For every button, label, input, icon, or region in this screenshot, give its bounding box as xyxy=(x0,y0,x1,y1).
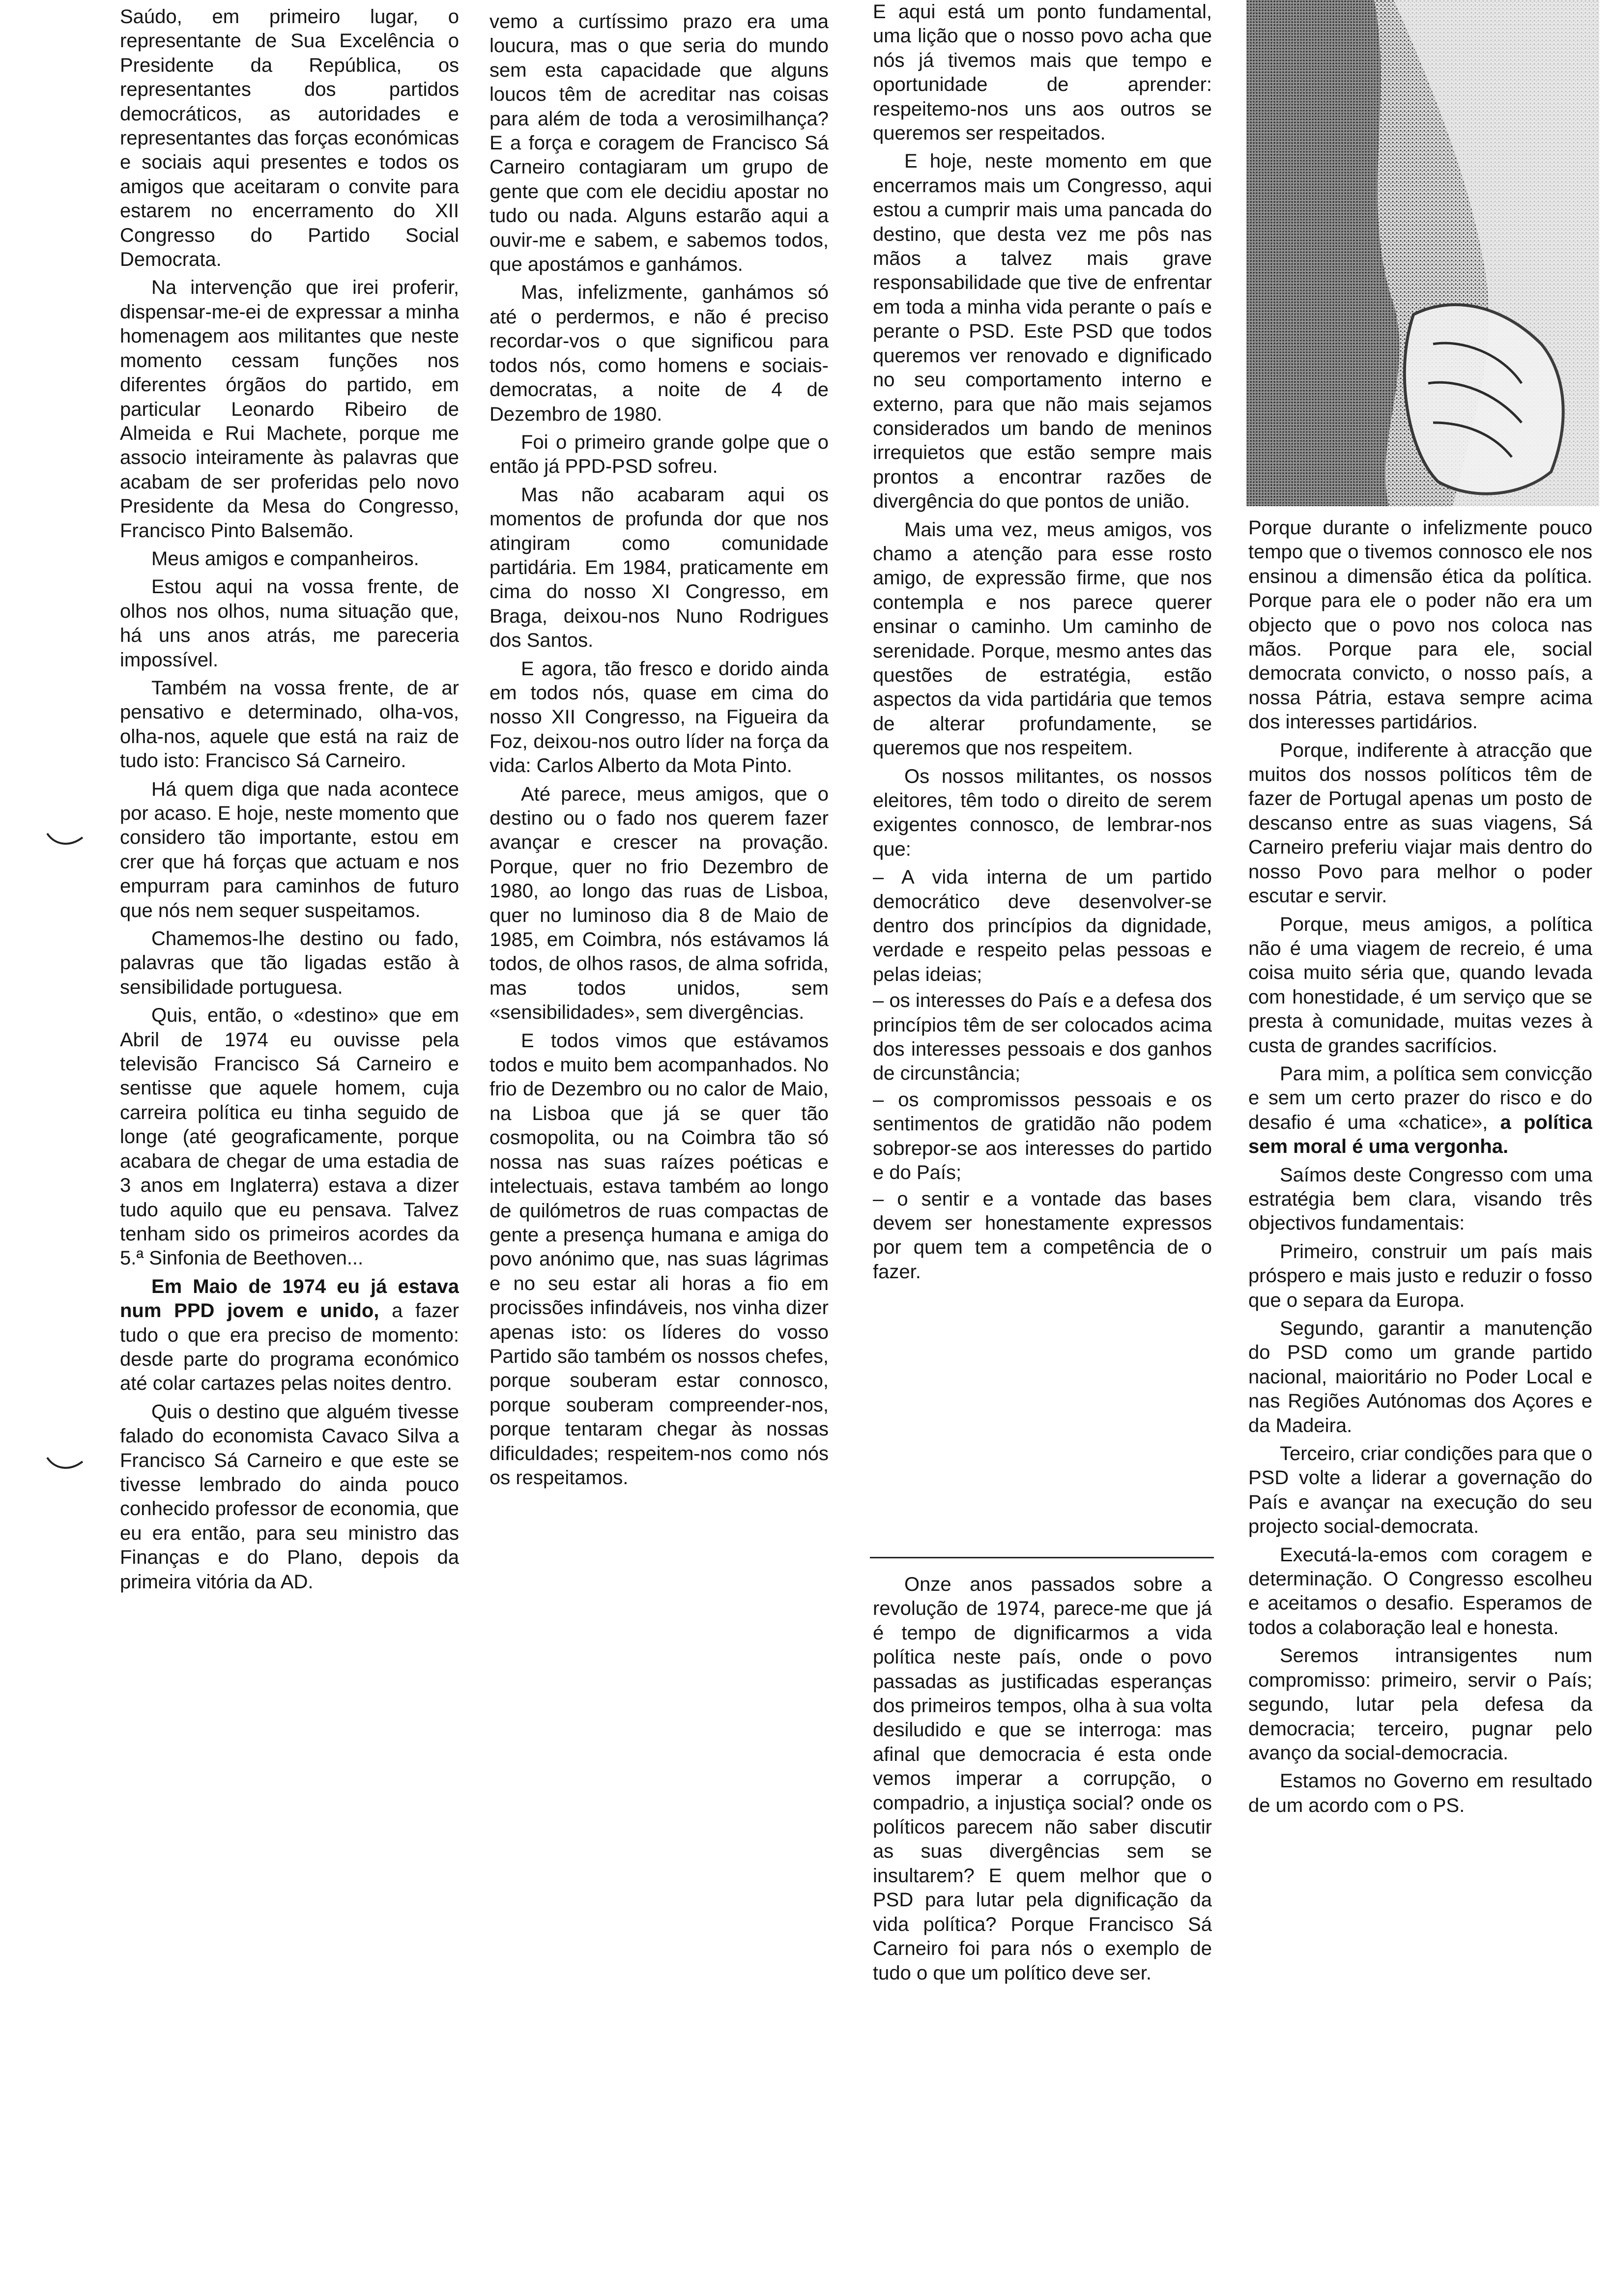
paragraph: Porque, indiferente à atracção que muitos dos nossos políticos têm de fazer de Portugal apenas um posto de descanso entre as suas viagens, Sá Carneiro preferiu viajar mais dentro do nosso Povo para melhor o poder escutar e servir. xyxy=(1248,739,1592,907)
paragraph: E agora, tão fresco e dorido ainda em todos nós, quase em cima do nosso XII Congresso, na Figueira da Foz, deixou-nos outro líder na força da vida: Carlos Alberto da Mota Pinto. xyxy=(489,658,829,777)
paragraph: Também na vossa frente, de ar pensativo e determinado, olha-vos, olha-nos, aquele que está na raiz de tudo isto: Francisco Sá Carneiro. xyxy=(120,677,459,772)
portrait-photo xyxy=(1246,0,1599,506)
list-item: – o sentir e a vontade das bases devem ser honestamente expressos por quem tem a competência de o fazer. xyxy=(873,1188,1212,1283)
paragraph: vemo a curtíssimo prazo era uma loucura, mas o que seria do mundo sem esta capacidade que alguns loucos têm de acreditar nas coisas para além de toda a verosimilhança? E a força e coragem de Francisco Sá Carneiro contagiaram um grupo de gente que com ele decidiu apostar no tudo ou nada. Alguns estarão aqui a ouvir-me e sabem, e sabemos todos, que apostámos e ganhámos. xyxy=(489,11,829,276)
paragraph: Os nossos militantes, os nossos eleitores, têm todo o direito de serem exigentes connosco, de lembrar-nos que: xyxy=(873,765,1212,860)
scan-mark xyxy=(45,831,85,850)
bold-lead: Em Maio de 1974 eu já estava num PPD jovem e unido, xyxy=(120,1275,459,1322)
paragraph: Mas não acabaram aqui os momentos de profunda dor que nos atingiram como comunidade partidária. Em 1984, praticamente em cima do nosso XI Congresso, em Braga, deixou-nos Nuno Rodrigues dos Santos. xyxy=(489,484,829,652)
paragraph: Executá-la-emos com coragem e determinação. O Congresso escolheu e aceitamos o desafio. Esperamos de todos a colaboração leal e honesta. xyxy=(1248,1544,1592,1638)
paragraph: Até parece, meus amigos, que o destino ou o fado nos querem fazer avançar e crescer na provação. Porque, quer no frio Dezembro de 1980, ao longo das ruas de Lisboa, quer no luminoso dia 8 de Maio de 1985, em Coimbra, nós estávamos lá todos, de olhos rasos, de alma sofrida, mas todos unidos, sem «sensibilidades», sem divergências. xyxy=(489,783,829,1024)
paragraph: Mais uma vez, meus amigos, vos chamo a atenção para esse rosto amigo, de expressão firme, que nos contempla e nos parece querer ensinar o caminho. Um caminho de serenidade. Porque, mesmo antes das questões de estratégia, estão aspectos da vida partidária que temos de alterar profundamente, se queremos que nos respeitem. xyxy=(873,518,1212,759)
paragraph: Saímos deste Congresso com uma estratégia bem clara, visando três objectivos fundamentais: xyxy=(1248,1164,1592,1234)
paragraph: Na intervenção que irei proferir, dispensar-me-ei de expressar a minha homenagem aos militantes que neste momento cessam funções nos diferentes órgãos do partido, em particular Leonardo Ribeiro de Almeida e Rui Machete, porque me associo inteiramente às palavras que acabam de ser proferidas pelo novo Presidente da Mesa do Congresso, Francisco Pinto Balsemão. xyxy=(120,277,459,542)
paragraph: E todos vimos que estávamos todos e muito bem acompanhados. No frio de Dezembro ou no calor de Maio, na Lisboa que já se quer tão cosmopolita, ou na Coimbra tão só nossa nas suas raízes poéticas e intelectuais, estava também ao longo de quilómetros de ruas compactas de gente a presença humana e amiga do povo anónimo que, nas suas lágrimas e no seu estar ali horas a fio em procissões infindáveis, nos vinha dizer apenas isto: os líderes do vosso Partido são também os nossos chefes, porque souberam estar connosco, porque souberam compreender-nos, porque tentaram chegar às nossas dificuldades; respeitem-nos como nós os respeitamos. xyxy=(489,1030,829,1489)
paragraph: Mas, infelizmente, ganhámos só até o perdermos, e não é preciso recordar-vos o que significou para todos nós, como homens e sociais-democratas, a noite de 4 de Dezembro de 1980. xyxy=(489,282,829,425)
list-item: – os interesses do País e a defesa dos princípios têm de ser colocados acima dos interesses pessoais e dos ganhos de circunstância; xyxy=(873,990,1212,1085)
paragraph: Primeiro, construir um país mais próspero e mais justo e reduzir o fosso que o separa da Europa. xyxy=(1248,1240,1592,1311)
paragraph: Chamemos-lhe destino ou fado, palavras que tão ligadas estão à sensibilidade portuguesa. xyxy=(120,928,459,998)
list-item: – os compromissos pessoais e os sentimentos de gratidão não podem sobrepor-se aos interesses do partido e do País; xyxy=(873,1089,1212,1184)
paragraph: Meus amigos e companheiros. xyxy=(151,547,419,570)
paragraph: Terceiro, criar condições para que o PSD volte a liderar a governação do País e avançar na execução do seu projecto social-democrata. xyxy=(1248,1443,1592,1538)
paragraph: Porque, meus amigos, a política não é uma viagem de recreio, é uma coisa muito séria que, quando levada com honestidade, é um serviço que se presta à comunidade, muitas vezes à custa de grandes sacrifícios. xyxy=(1248,913,1592,1057)
paragraph: Estamos no Governo em resultado de um acordo com o PS. xyxy=(1248,1770,1592,1816)
paragraph: Há quem diga que nada acontece por acaso. E hoje, neste momento que considero tão importante, estou em crer que há forças que actuam e nos empurram para caminhos de futuro que nós nem sequer suspeitamos. xyxy=(120,778,459,921)
paragraph-rest: a fazer tudo o que era preciso de momento: desde parte do programa económico até colar cartazes pelas noites dentro. xyxy=(120,1300,459,1395)
paragraph: Porque durante o infelizmente pouco tempo que o tivemos connosco ele nos ensinou a dimensão ética da política. Porque para ele o poder não era um objecto que o povo nos coloca nas mãos. Porque para ele, social democrata convicto, o nosso país, a nossa Pátria, estava sempre acima dos interesses partidários. xyxy=(1248,517,1592,733)
demands-list xyxy=(873,865,1212,1284)
column-4 xyxy=(1248,516,1592,2207)
section-divider xyxy=(870,1557,1214,1558)
photo-graphic xyxy=(1246,0,1599,506)
paragraph: Foi o primeiro grande golpe que o então já PPD-PSD sofreu. xyxy=(489,431,829,478)
column-2 xyxy=(489,10,829,1789)
column-3 xyxy=(873,0,1212,1538)
paragraph: Estou aqui na vossa frente, de olhos nos olhos, numa situação que, há uns anos atrás, me pareceria impossível. xyxy=(120,576,459,671)
paragraph: Onze anos passados sobre a revolução de 1974, parece-me que já é tempo de dignificarmos a vida política neste país, onde o povo passadas as justificadas esperanças dos primeiros tempos, olha à sua volta desiludido e que se interroga: mas afinal que democracia é esta onde vemos imperar a corrupção, o compadrio, a injustiça social? onde os políticos parecem não saber discutir as suas divergências sem se insultarem? E quem melhor que o PSD para lutar pela dignificação da vida política? Porque Francisco Sá Carneiro foi para nós o exemplo de tudo o que um político deve ser. xyxy=(873,1574,1212,1984)
paragraph: Segundo, garantir a manutenção do PSD como um grande partido nacional, maioritário no Poder Local e nas Regiões Autónomas dos Açores e da Madeira. xyxy=(1248,1318,1592,1436)
paragraph: Quis, então, o «destino» que em Abril de 1974 eu ouvisse pela televisão Francisco Sá Carneiro e sentisse que aquele homem, cuja carreira política eu tinha seguido de longe (até geograficamente, porque acabara de chegar de uma estadia de 3 anos em Inglaterra) estava a dizer tudo aquilo que eu pensava. Talvez tenham sido os primeiros acordes da 5.ª Sinfonia de Beethoven... xyxy=(120,1004,459,1269)
list-item: – A vida interna de um partido democrático deve desenvolver-se dentro dos princípios da dignidade, verdade e respeito pelas pessoas e pelas ideias; xyxy=(873,866,1212,985)
column-1 xyxy=(120,5,459,1951)
paragraph xyxy=(120,1275,459,1396)
paragraph: Quis o destino que alguém tivesse falado do economista Cavaco Silva a Francisco Sá Carneiro e que este se tivesse lembrado do ainda pouco conhecido professor de economia, que eu era então, para seu ministro das Finanças e do Plano, depois da primeira vitória da AD. xyxy=(120,1401,459,1593)
paragraph: Saúdo, em primeiro lugar, o representante de Sua Excelência o Presidente da República, os representantes dos partidos democráticos, as autoridades e representantes das forças económicas e sociais aqui presentes e todos os amigos que aceitaram o convite para estarem no encerramento do XII Congresso do Partido Social Democrata. xyxy=(120,6,459,271)
paragraph: E aqui está um ponto fundamental, uma lição que o nosso povo acha que nós já tivemos mais que tempo e oportunidade de aprender: respeitemo-nos uns aos outros se queremos ser respeitados. xyxy=(873,1,1212,144)
column-3-lower xyxy=(873,1573,1212,2094)
paragraph: E hoje, neste momento em que encerramos mais um Congresso, aqui estou a cumprir mais uma pancada do destino, que desta vez me pôs nas mãos a talvez mais grave responsabilidade que tive de enfrentar em toda a minha vida perante o país e perante o PSD. Este PSD que todos queremos ver renovado e dignificado no seu comportamento interno e externo, para que não mais sejamos considerados um bando de meninos irrequietos que estão sempre mais prontos a encontrar razões de divergência do que pontos de união. xyxy=(873,150,1212,513)
paragraph: Seremos intransigentes num compromisso: primeiro, servir o País; segundo, lutar pela defesa da democracia; terceiro, pugnar pelo avanço da social-democracia. xyxy=(1248,1645,1592,1764)
paragraph-start: Para mim, a política sem convicção e sem um certo prazer do risco e do desafio é uma «chatice», xyxy=(1248,1062,1592,1133)
bold-phrase: a política sem moral é uma vergonha. xyxy=(1248,1111,1592,1158)
paragraph xyxy=(1248,1062,1592,1159)
scan-mark xyxy=(45,1455,85,1474)
